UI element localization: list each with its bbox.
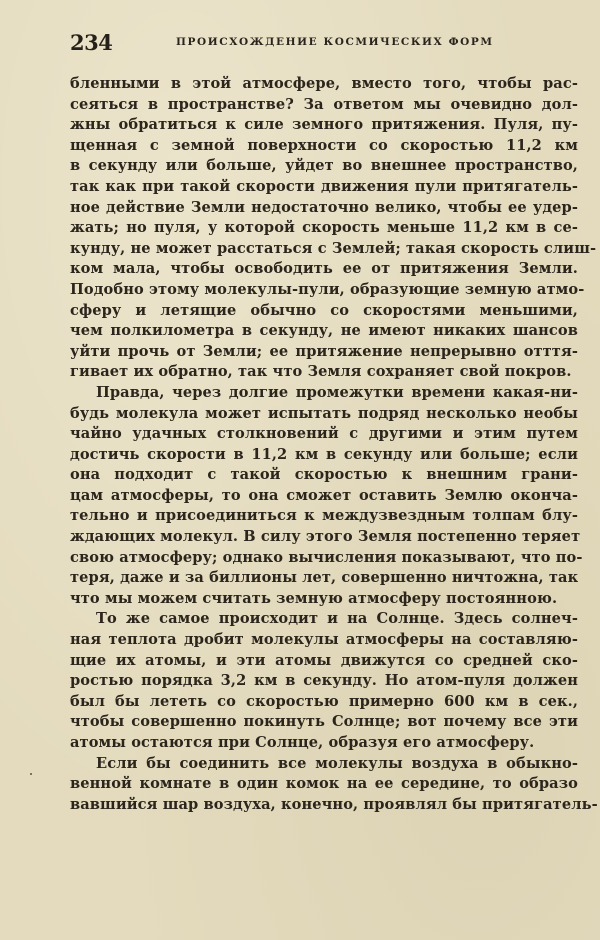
text-line: она подходит с такой скоростью к внешним грани-	[70, 466, 578, 484]
page-number: 234	[70, 30, 113, 55]
text-line: ком мала, чтобы освободить ее от притяжения Земли.	[70, 260, 578, 278]
text-line: щенная с земной поверхности со скоростью 11,2 км	[70, 136, 578, 154]
text-line: сферу и летящие обычно со скоростями меньшими,	[70, 301, 578, 319]
paragraph	[70, 754, 598, 816]
paper-speck	[30, 773, 32, 775]
text-line: жны обратиться к силе земного притяжения. Пуля, пу-	[70, 116, 578, 134]
text-line: так как при такой скорости движения пули притягатель-	[70, 177, 578, 195]
text-line: щие их атомы, и эти атомы движутся со средней ско-	[70, 651, 578, 669]
text-line: ная теплота дробит молекулы атмосферы на составляю-	[70, 631, 578, 649]
text-line: ное действие Земли недостаточно велико, чтобы ее удер-	[70, 198, 578, 216]
text-line: вавшийся шар воздуха, конечно, проявлял бы притягатель-	[70, 795, 598, 813]
text-line: Правда, через долгие промежутки времени какая-ни-	[96, 383, 578, 401]
text-line: что мы можем считать земную атмосферу постоянною.	[70, 589, 558, 607]
text-line: ростью порядка 3,2 км в секунду. Но атом-пуля должен	[70, 672, 578, 690]
text-line: тельно и присоединиться к междузвездным толпам блу-	[70, 507, 578, 525]
text-line: венной комнате в один комок на ее середине, то образо	[70, 775, 578, 793]
text-line: ждающих молекул. В силу этого Земля постепенно теряет	[70, 528, 581, 546]
text-line: чем полкилометра в секунду, не имеют никаких шансов	[70, 322, 578, 340]
text-line: кунду, не может расстаться с Землей; такая скорость слиш-	[70, 239, 597, 257]
paragraph	[70, 383, 583, 610]
text-line: чтобы совершенно покинуть Солнце; вот почему все эти	[70, 713, 578, 731]
body-text	[70, 74, 598, 815]
text-line: жать; но пуля, у которой скорость меньше 11,2 км в се-	[70, 219, 578, 237]
text-line: чайно удачных столкновений с другими и этим путем	[70, 425, 578, 443]
running-title: ПРОИСХОЖДЕНИЕ КОСМИЧЕСКИХ ФОРМ	[176, 36, 494, 48]
text-line: был бы лететь со скоростью примерно 600 км в сек.,	[70, 692, 578, 710]
text-line: будь молекула может испытать подряд несколько необы	[70, 404, 578, 422]
text-line: достичь скорости в 11,2 км в секунду или больше; если	[70, 445, 578, 463]
text-line: теря, даже и за биллионы лет, совершенно ничтожна, так	[70, 569, 579, 587]
text-line: цам атмосферы, то она сможет оставить Землю оконча-	[70, 486, 578, 504]
paragraph	[70, 609, 578, 753]
paragraph	[70, 74, 597, 383]
text-line: атомы остаются при Солнце, образуя его атмосферу.	[70, 734, 535, 751]
text-line: свою атмосферу; однако вычисления показывают, что по-	[70, 548, 583, 566]
text-line: уйти прочь от Земли; ее притяжение непрерывно отття-	[70, 342, 578, 360]
text-line: Подобно этому молекулы-пули, образующие земную атмо-	[70, 280, 585, 298]
text-line: в секунду или больше, уйдет во внешнее пространство,	[70, 157, 578, 175]
running-head	[70, 30, 580, 56]
text-line: гивает их обратно, так что Земля сохраняет свой покров.	[70, 363, 572, 381]
text-line: бленными в этой атмосфере, вместо того, чтобы рас-	[70, 75, 578, 92]
text-line: сеяться в пространстве? За ответом мы очевидно дол-	[70, 95, 578, 113]
text-line: Если бы соединить все молекулы воздуха в обыкно-	[96, 754, 578, 772]
text-line: То же самое происходит и на Солнце. Здесь солнеч-	[96, 610, 578, 628]
